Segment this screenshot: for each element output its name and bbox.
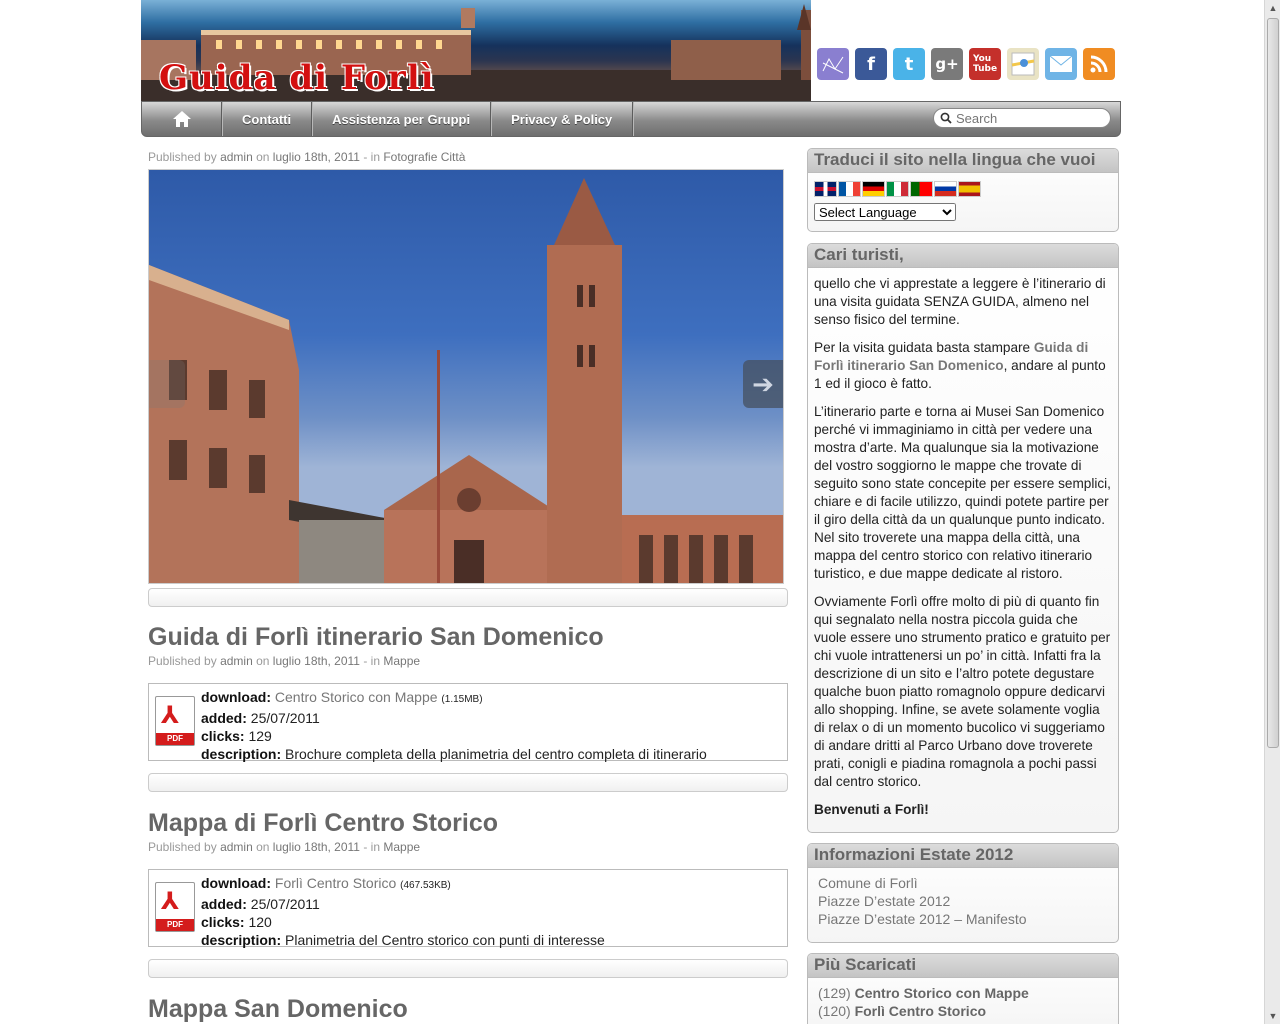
widget-title: Informazioni Estate 2012 [808,844,1118,868]
search-input[interactable] [956,111,1096,126]
home-button[interactable] [142,102,222,136]
top-download-item[interactable]: (120) Forlì Centro Storico [818,1003,987,1019]
info-link[interactable]: Piazze D’estate 2012 [818,893,951,909]
widget-title: Più Scaricati [808,954,1118,978]
twitter-icon[interactable]: t [893,48,925,80]
welcome-closing: Benvenuti a Forlì! [814,802,929,817]
welcome-paragraph: quello che vi apprestate a leggere è l’itinerario di una visita guidata SENZA GUIDA, almeno nel senso fisico del termine. [814,276,1106,327]
main-nav [141,101,1121,137]
info-link[interactable]: Comune di Forlì [818,875,918,891]
welcome-paragraph: L’itinerario parte e torna ai Musei San Domenico perché vi immaginiamo in città per vedere una mostra d’arte. Ma qualunque sia la motivazione del vostro soggiorno le mappe che trovate di seguito sono state concepite per essere semplici, chiare e di facile utilizzo, quindi potete partire per il giro della città da un qualunque punto indicato. Nel sito troverete una mappa della città, una mappa del centro storico con relativo itinerario turistico, e due mappe dedicate al ristoro. [814,404,1111,581]
flag-fr-icon[interactable] [838,181,861,197]
slider-prev-button[interactable] [149,360,185,408]
top-downloads-widget [807,953,1119,1024]
info-link[interactable]: Piazze D’estate 2012 – Manifesto [818,911,1027,927]
scrollbar-thumb[interactable] [1267,18,1279,748]
arrow-right-icon: ➔ [752,368,774,399]
post-separator [148,588,788,607]
search-icon [940,112,952,124]
page-scrollbar[interactable] [1264,0,1280,1024]
rss-icon[interactable] [1083,48,1115,80]
welcome-paragraph: Ovviamente Forlì offre molto di più di quanto fin qui segnalato nella nostra piccola guida che vuole essere uno strumento pratico e gratuito per chi vuole intrattenersi un po’ in città. Infatti fra la descrizione di un sito e l’altro potete degustare qualche buon piatto romagnolo oppure dedicarvi allo shopping. Infine, se avete solamente voglia di relax o di un momento bucolico vi suggeriamo di andare dritti al Parco Urbano dove troverete prati, conigli e piadina romagnola a pochi passi dal centro storico. [814,594,1111,789]
meta-category-link[interactable]: Mappe [383,654,421,668]
language-select[interactable] [814,203,956,221]
download-link[interactable]: Centro Storico con Mappe [274,689,438,705]
home-icon [172,110,192,128]
flag-ru-icon[interactable] [934,181,957,197]
featured-photo-slider[interactable] [148,169,784,584]
flag-pt-icon[interactable] [910,181,933,197]
meta-author-link[interactable]: admin [220,840,253,854]
facebook-icon[interactable]: f [855,48,887,80]
post-title[interactable]: Mappa San Domenico [148,995,408,1023]
widget-title: Cari turisti, [808,244,1118,268]
search-box [933,108,1111,128]
download-link[interactable]: Forlì Centro Storico [274,875,397,891]
featured-post-meta: Published by admin on luglio 18th, 2011 - in Fotografie Città [148,150,466,164]
post-title[interactable]: Guida di Forlì itinerario San Domenico [148,623,604,651]
social-icons [817,48,1115,80]
site-title[interactable]: Guida di Forlì [159,58,435,98]
header-banner [141,0,811,101]
flag-de-icon[interactable] [862,181,885,197]
itinerary-link[interactable]: Guida di Forlì itinerario San Domenico [814,340,1089,373]
top-download-item[interactable]: (129) Centro Storico con Mappe [818,985,1029,1001]
meta-category-link[interactable]: Fotografie Città [383,150,466,164]
pdf-icon: ⅄ PDF [155,882,195,932]
meta-author-link[interactable]: admin [220,654,253,668]
welcome-widget [807,243,1119,833]
language-flags [814,181,1118,197]
welcome-paragraph: Per la visita guidata basta stampare Guida di Forlì itinerario San Domenico, andare al punto 1 ed il gioco è fatto. [814,340,1106,391]
scroll-down-arrow-icon[interactable]: ▼ [1268,1011,1278,1021]
google-plus-icon[interactable]: g+ [931,48,963,80]
post-meta: Published by admin on luglio 18th, 2011 - in Mappe [148,654,421,668]
youtube-icon[interactable]: You Tube [969,48,1001,80]
slider-next-button[interactable] [743,360,783,408]
san-domenico-photo [149,170,784,584]
meta-author-link[interactable]: admin [220,150,253,164]
scroll-up-arrow-icon[interactable]: ▲ [1268,3,1278,13]
translate-widget [807,148,1119,232]
post-separator [148,959,788,978]
network-icon[interactable] [817,48,849,80]
nav-assistenza-gruppi[interactable]: Assistenza per Gruppi [312,102,491,136]
flag-it-icon[interactable] [886,181,909,197]
meta-category-link[interactable]: Mappe [383,840,421,854]
info-widget [807,843,1119,943]
pdf-icon: ⅄ PDF [155,696,195,746]
widget-title: Traduci il sito nella lingua che vuoi [808,149,1118,173]
flag-en-icon[interactable] [814,181,837,197]
download-box: ⅄ PDF download: Centro Storico con Mappe (1.15MB) added: 25/07/2011 clicks: 129 description: Brochure completa della planimetria del centro completa di itinerario [148,683,788,761]
maps-icon[interactable] [1007,48,1039,80]
email-icon[interactable] [1045,48,1077,80]
nav-privacy-policy[interactable]: Privacy & Policy [491,102,633,136]
post-title[interactable]: Mappa di Forlì Centro Storico [148,809,499,837]
flag-es-icon[interactable] [958,181,981,197]
post-meta: Published by admin on luglio 18th, 2011 - in Mappe [148,840,421,854]
download-box: ⅄ PDF download: Forlì Centro Storico (467.53KB) added: 25/07/2011 clicks: 120 description: Planimetria del Centro storico con punti di interesse [148,869,788,947]
nav-contatti[interactable]: Contatti [222,102,312,136]
post-separator [148,773,788,792]
